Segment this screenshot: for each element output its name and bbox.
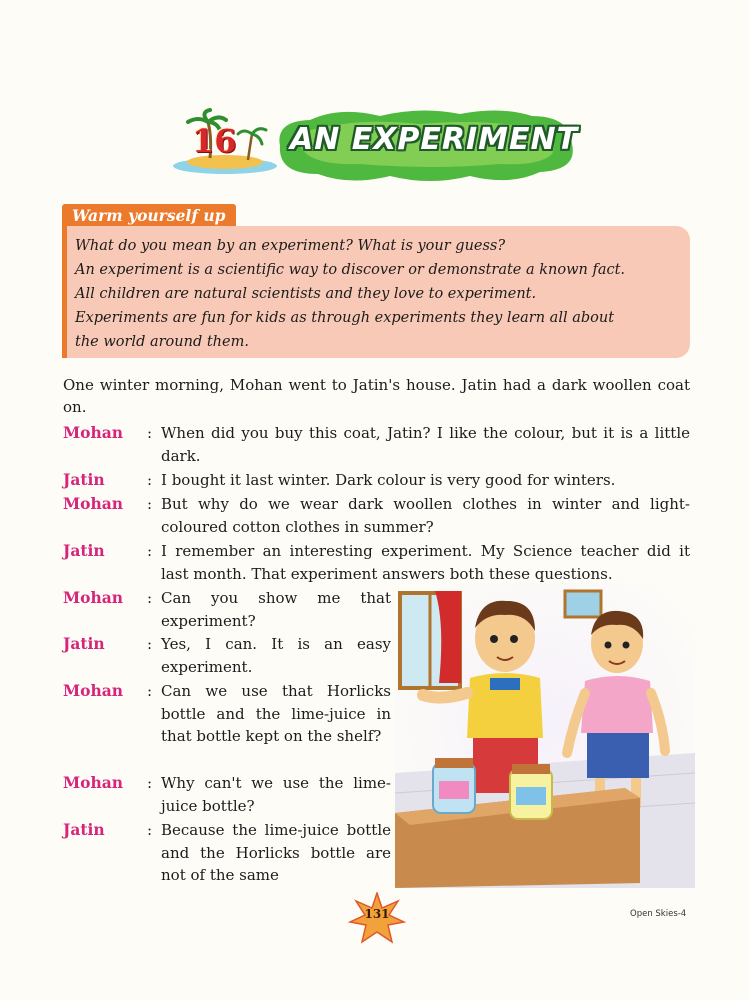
dialogue-colon: : (147, 424, 153, 442)
speaker-name: Jatin (63, 470, 105, 489)
dialogue-colon: : (147, 471, 153, 489)
dialogue-colon: : (147, 495, 153, 513)
two-boys-with-jars-illustration (395, 583, 695, 888)
dialogue-text: Can you show me that experiment? (161, 589, 391, 630)
warm-up-line: Experiments are fun for kids as through experiments they learn all about (75, 310, 615, 326)
page-number: 131 (364, 907, 390, 921)
warm-up-box (62, 226, 690, 358)
speaker-name: Mohan (63, 588, 124, 607)
speaker-name: Jatin (63, 820, 105, 839)
chapter-number: 16 (192, 122, 237, 160)
dialogue-colon: : (147, 589, 153, 607)
dialogue-text: But why do we wear dark woollen clothes in winter and light-coloured cotton clothes in summer? (161, 495, 690, 536)
speaker-name: Mohan (63, 681, 124, 700)
speaker-name: Jatin (63, 541, 105, 560)
dialogue-colon: : (147, 774, 153, 792)
chapter-title-banner (170, 100, 590, 195)
warm-up-line: What do you mean by an experiment? What is your guess? (75, 238, 506, 254)
warm-up-heading: Warm yourself up (62, 204, 236, 228)
dialogue-text: Yes, I can. It is an easy experiment. (161, 635, 391, 676)
dialogue-colon: : (147, 542, 153, 560)
chapter-title: AN EXPERIMENT (290, 122, 579, 157)
speaker-name: Mohan (63, 494, 124, 513)
warm-up-line: the world around them. (75, 334, 249, 350)
story-narration: One winter morning, Mohan went to Jatin's house. Jatin had a dark woollen coat on. (63, 376, 690, 416)
dialogue-text: Can we use that Horlicks bottle and the lime-juice in that bottle kept on the shelf? (161, 682, 391, 745)
dialogue-colon: : (147, 682, 153, 700)
speaker-name: Jatin (63, 634, 105, 653)
warm-up-line: An experiment is a scientific way to discover or demonstrate a known fact. (75, 262, 626, 278)
dialogue-colon: : (147, 821, 153, 839)
warm-up-line: All children are natural scientists and they love to experiment. (75, 286, 537, 302)
dialogue-colon: : (147, 635, 153, 653)
dialogue-text: Why can't we use the lime-juice bottle? (161, 774, 391, 815)
dialogue-text: When did you buy this coat, Jatin? I like the colour, but it is a little dark. (161, 424, 690, 465)
speaker-name: Mohan (63, 773, 124, 792)
dialogue-text: Because the lime-juice bottle and the Horlicks bottle are not of the same (161, 821, 391, 884)
series-name: Open Skies-4 (630, 909, 687, 919)
speaker-name: Mohan (63, 423, 124, 442)
page-number-badge (348, 892, 406, 944)
dialogue-text: I bought it last winter. Dark colour is very good for winters. (161, 471, 616, 489)
dialogue-text: I remember an interesting experiment. My Science teacher did it last month. That experiment answers both these questions. (161, 542, 690, 583)
